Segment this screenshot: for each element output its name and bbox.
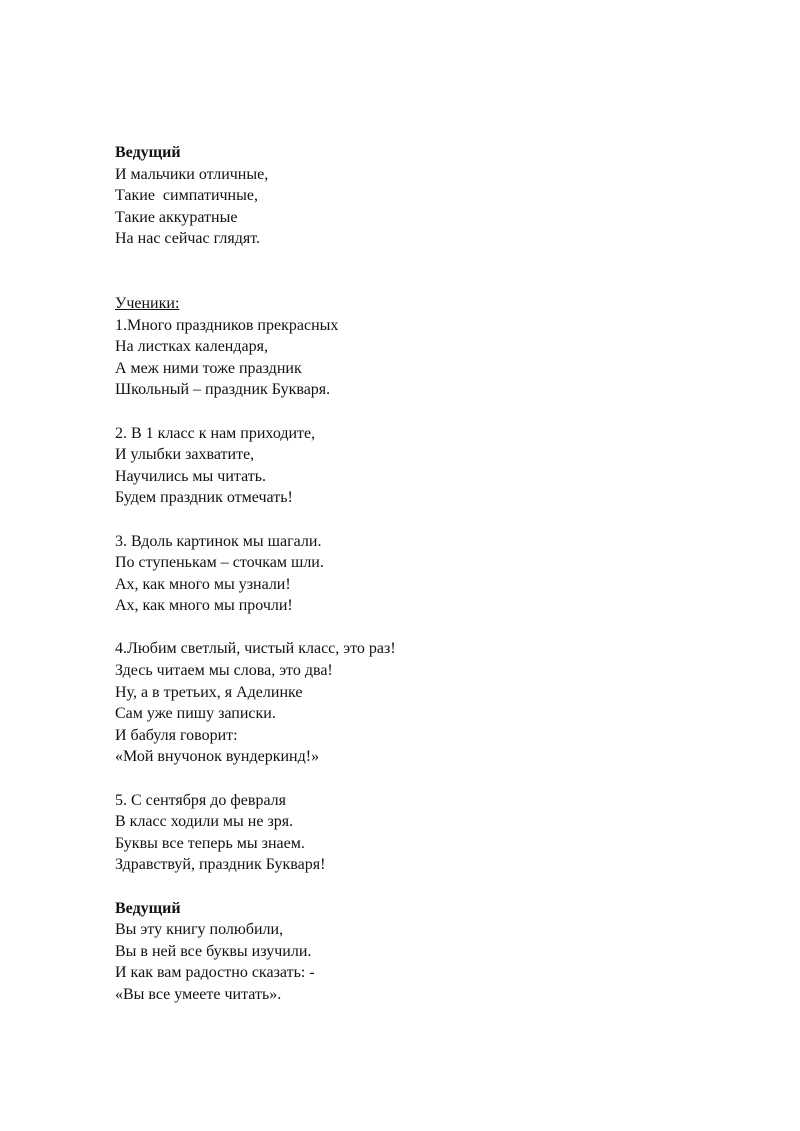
- verse-line: И как вам радостно сказать: -: [115, 964, 315, 982]
- spacer: [115, 768, 715, 790]
- verse-line: «Вы все умеете читать».: [115, 985, 282, 1003]
- section-host-outro: [115, 898, 715, 1006]
- verse-line: «Мой внучонок вундеркинд!»: [115, 748, 320, 766]
- verse-line: А меж ними тоже праздник: [115, 359, 302, 377]
- verse-line: По ступенькам – сточкам шли.: [115, 554, 324, 572]
- verse-line: 5. С сентября до февраля: [115, 791, 287, 809]
- spacer: [115, 509, 715, 531]
- verse-line: 4.Любим светлый, чистый класс, это раз!: [115, 640, 396, 658]
- verse-line: И улыбки захватите,: [115, 446, 255, 464]
- verse-line: 3. Вдоль картинок мы шагали.: [115, 532, 322, 550]
- verse-line: Сам уже пишу записки.: [115, 705, 276, 723]
- verse-line: И мальчики отличные,: [115, 165, 269, 183]
- section-students: [115, 293, 715, 876]
- stanza: [115, 638, 715, 768]
- verse-line: На листках календаря,: [115, 338, 268, 356]
- verse-line: Ну, а в третьих, я Аделинке: [115, 683, 303, 701]
- verse-line: На нас сейчас глядят.: [115, 230, 261, 248]
- spacer: [115, 250, 715, 293]
- section-heading: Ученики:: [115, 294, 180, 312]
- verse-line: В класс ходили мы не зря.: [115, 813, 294, 831]
- verse-line: Будем праздник отмечать!: [115, 489, 293, 507]
- spacer: [115, 876, 715, 898]
- verse-line: Здесь читаем мы слова, это два!: [115, 662, 333, 680]
- verse-line: Буквы все теперь мы знаем.: [115, 834, 305, 852]
- stanza: [115, 315, 715, 401]
- verse-line: Школьный – праздник Букваря.: [115, 381, 331, 399]
- verse-line: Ах, как много мы узнали!: [115, 575, 291, 593]
- section-heading: Ведущий: [115, 899, 181, 917]
- verse-line: Вы в ней все буквы изучили.: [115, 942, 312, 960]
- verse-line: Такие аккуратные: [115, 208, 238, 226]
- spacer: [115, 617, 715, 639]
- verse-line: Такие симпатичные,: [115, 187, 258, 205]
- verse-line: И бабуля говорит:: [115, 726, 238, 744]
- verse-line: Научились мы читать.: [115, 467, 267, 485]
- stanza: [115, 790, 715, 876]
- verse-line: Здравствуй, праздник Букваря!: [115, 856, 326, 874]
- section-heading: Ведущий: [115, 144, 181, 161]
- verse-line: Ах, как много мы прочли!: [115, 597, 293, 615]
- spacer: [115, 401, 715, 423]
- verse-line: 2. В 1 класс к нам приходите,: [115, 424, 316, 442]
- document-body: [115, 142, 715, 1006]
- verse-line: Вы эту книгу полюбили,: [115, 921, 284, 939]
- stanza: [115, 423, 715, 509]
- stanza: [115, 531, 715, 617]
- section-host-intro: [115, 142, 715, 250]
- verse-line: 1.Много праздников прекрасных: [115, 316, 339, 334]
